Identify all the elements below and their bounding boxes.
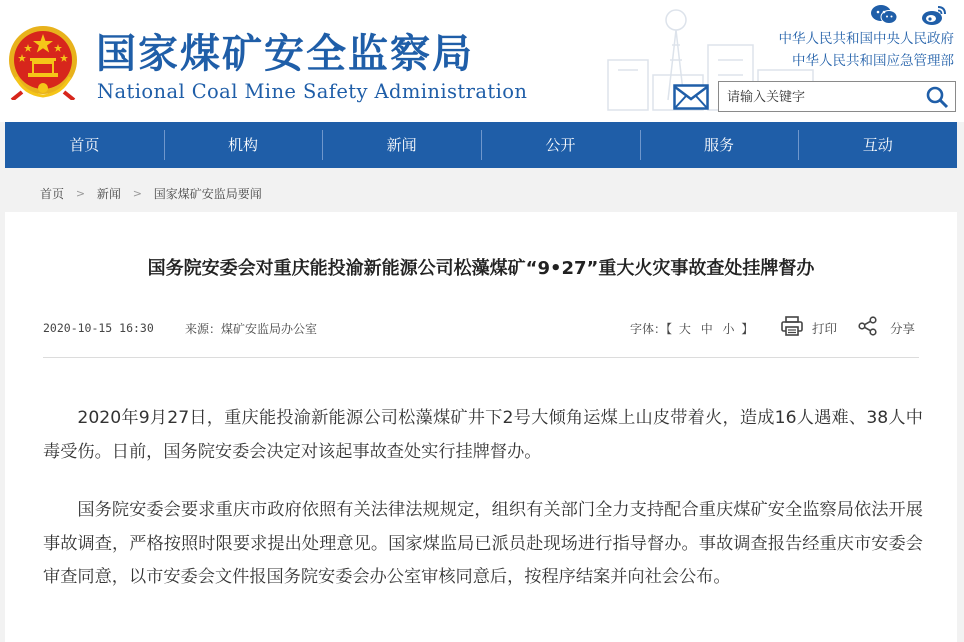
breadcrumb-home[interactable]: 首页 [40,187,65,201]
breadcrumb-news[interactable]: 新闻 [96,187,121,201]
article-paragraph: 国务院安委会要求重庆市政府依照有关法律法规规定，组织有关部门全力支持配合重庆煤矿安全监察局依法开展事故调查，严格按照时限要求提出处理意见。国家煤监局已派员赴现场进行指导督办。事故调查报告经重庆市安委会审查同意，以市安委会文件报国务院安委会办公室审核同意后，按程序结案并向社会公布。 [43,500,923,587]
share-icon [858,324,882,339]
print-icon [781,324,807,339]
article-title: 国务院安委会对重庆能投渝新能源公司松藻煤矿“9•27”重大火灾事故查处挂牌督办 [147,258,815,279]
site-title-cn: 国家煤矿安全监察局 [96,30,474,77]
link-central-government[interactable]: 中华人民共和国中央人民政府 [778,31,954,47]
link-emergency-ministry[interactable]: 中华人民共和国应急管理部 [792,53,954,69]
site-header [0,0,964,122]
top-links [779,28,955,72]
weibo-icon[interactable] [921,4,947,30]
search-box [718,81,956,112]
print-label: 打印 [811,320,837,336]
national-emblem-icon [6,22,80,100]
search-icon[interactable] [925,85,949,109]
breadcrumb-separator-icon: > [132,187,142,200]
site-title-en: National Coal Mine Safety Administration [97,80,528,103]
nav-news[interactable]: 新闻 [322,122,481,168]
nav-interaction[interactable]: 互动 [798,122,957,168]
nav-organization[interactable]: 机构 [164,122,323,168]
meta-divider [43,357,919,358]
font-size-close: 】 [741,322,754,336]
mail-icon[interactable] [673,84,709,110]
print-button[interactable] [781,316,837,339]
breadcrumb-current[interactable]: 国家煤矿安监局要闻 [153,187,262,201]
font-size-label: 字体：【 [630,322,673,336]
article-panel [5,212,957,642]
nav-services[interactable]: 服务 [640,122,799,168]
font-size-medium[interactable]: 中 [700,322,713,336]
article-date: 2020-10-15 16:30 [43,321,154,335]
article-paragraph: 2020年9月27日，重庆能投渝新能源公司松藻煤矿井下2号大倾角运煤上山皮带着火，造成16人遇难、38人中毒受伤。日前，国务院安委会决定对该起事故查处实行挂牌督办。 [43,408,923,462]
breadcrumb [40,185,262,202]
font-size-large[interactable]: 大 [678,322,691,336]
font-size-control [630,320,753,337]
share-button[interactable] [858,316,915,339]
font-size-small[interactable]: 小 [722,322,735,336]
breadcrumb-separator-icon: > [75,187,86,200]
main-nav [5,122,957,168]
wechat-icon[interactable] [870,4,898,30]
search-input[interactable] [727,87,917,107]
nav-home[interactable]: 首页 [69,136,100,154]
nav-public[interactable]: 公开 [481,122,640,168]
share-label: 分享 [889,320,915,336]
social-icons [870,4,947,26]
article-source: 来源：煤矿安监局办公室 [185,322,318,336]
